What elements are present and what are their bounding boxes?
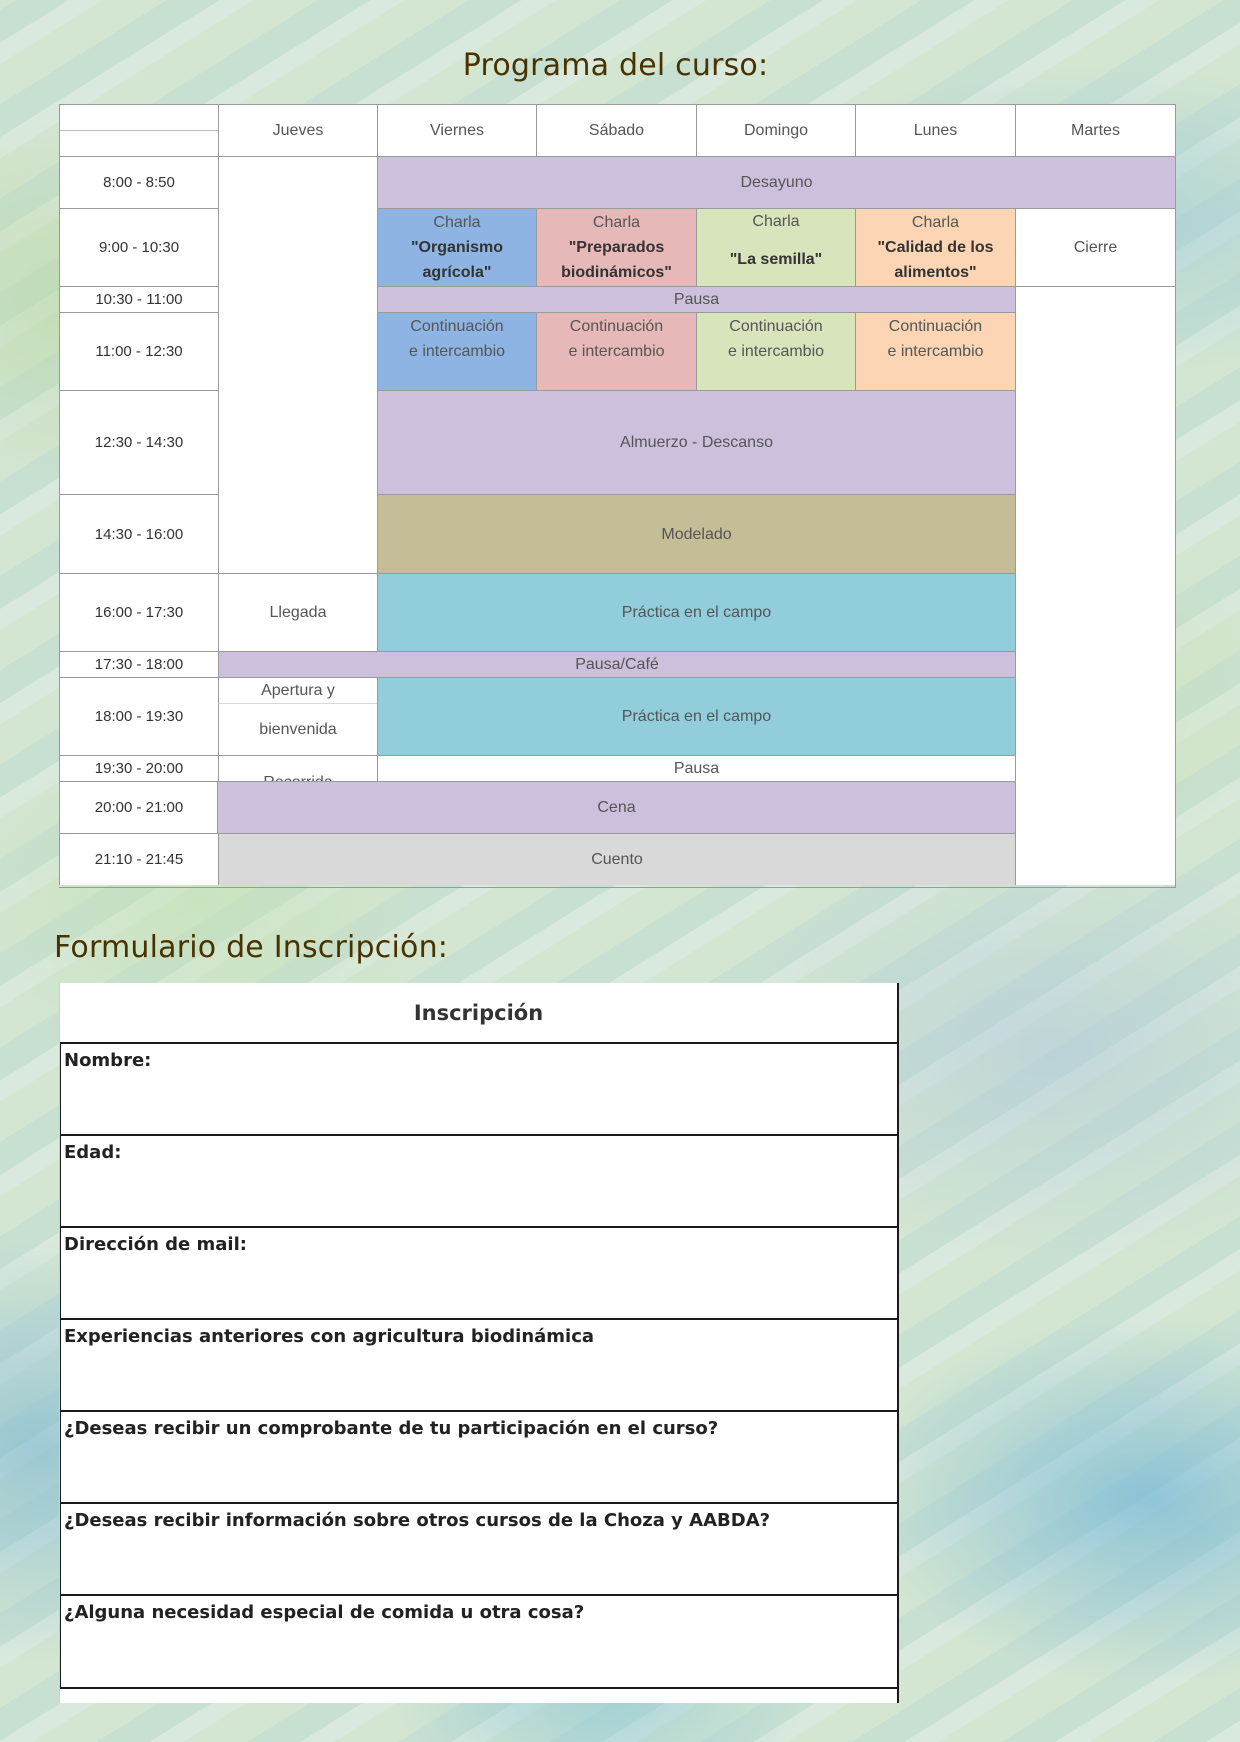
- talk-preparados-biodinamicos: [536, 208, 696, 286]
- time-slot: 9:00 - 10:30: [59, 208, 218, 286]
- field-label: ¿Deseas recibir un comprobante de tu participación en el curso?: [64, 1418, 719, 1439]
- day-header: Sábado: [536, 104, 696, 156]
- continuation-sublabel: e intercambio: [887, 343, 984, 360]
- time-slot: 12:30 - 14:30: [59, 390, 218, 494]
- cierre-cell: Cierre: [1015, 208, 1175, 286]
- talk-title: "Organismo agrícola": [410, 239, 504, 281]
- modelado-block: Modelado: [377, 494, 1015, 573]
- time-slot: 14:30 - 16:00: [59, 494, 218, 573]
- field-edad[interactable]: [60, 1136, 897, 1228]
- talk-la-semilla: [696, 208, 855, 286]
- continuation-sublabel: e intercambio: [727, 343, 825, 360]
- schedule-corner-cell: [59, 104, 218, 156]
- day-header: Viernes: [377, 104, 536, 156]
- bienvenida-cell: bienvenida: [218, 703, 377, 755]
- time-slot: 17:30 - 18:00: [59, 651, 218, 677]
- time-slot: 11:00 - 12:30: [59, 312, 218, 390]
- continuation-label: Continuación: [410, 318, 504, 335]
- martes-empty-cell: [1015, 286, 1175, 885]
- form-heading: Formulario de Inscripción:: [54, 930, 449, 965]
- field-informacion[interactable]: [60, 1504, 897, 1596]
- continuation-cell: [536, 312, 696, 390]
- llegada-cell: Llegada: [218, 573, 377, 651]
- continuation-label: Continuación: [729, 318, 823, 335]
- day-header: Martes: [1015, 104, 1175, 156]
- time-slot: 10:30 - 11:00: [59, 286, 218, 312]
- field-label: Experiencias anteriores con agricultura biodinámica: [64, 1326, 595, 1347]
- registration-form: [59, 983, 899, 1703]
- day-header: Domingo: [696, 104, 855, 156]
- talk-label: Charla: [433, 214, 481, 231]
- continuation-cell: [696, 312, 855, 390]
- continuation-label: Continuación: [569, 318, 664, 335]
- time-slot: 19:30 - 20:00: [59, 755, 218, 781]
- field-label: Dirección de mail:: [64, 1234, 247, 1255]
- cuento-block: Cuento: [218, 833, 1015, 885]
- time-slot: 8:00 - 8:50: [59, 156, 218, 208]
- talk-title: "La semilla": [729, 251, 823, 268]
- continuation-sublabel: e intercambio: [568, 343, 665, 360]
- field-label: ¿Alguna necesidad especial de comida u otra cosa?: [64, 1602, 585, 1623]
- program-title: Programa del curso:: [462, 48, 769, 83]
- field-necesidad-especial[interactable]: [60, 1596, 897, 1689]
- practica-block: Práctica en el campo: [377, 573, 1015, 651]
- field-label: ¿Deseas recibir información sobre otros cursos de la Choza y AABDA?: [64, 1510, 771, 1531]
- course-schedule-table: [59, 104, 1176, 888]
- continuation-sublabel: e intercambio: [408, 343, 506, 360]
- talk-label: Charla: [592, 214, 641, 231]
- almuerzo-block: Almuerzo - Descanso: [377, 390, 1015, 494]
- apertura-cell: Apertura y: [218, 677, 377, 703]
- practica-block: Práctica en el campo: [377, 677, 1015, 755]
- continuation-label: Continuación: [888, 318, 983, 335]
- talk-label: Charla: [752, 213, 800, 230]
- cena-block: Cena: [217, 781, 1015, 833]
- talk-calidad-alimentos: [855, 208, 1015, 286]
- field-experiencias[interactable]: [60, 1320, 897, 1412]
- field-nombre[interactable]: [60, 1044, 897, 1136]
- day-header: Lunes: [855, 104, 1015, 156]
- pausa-evening-block: Pausa: [377, 755, 1015, 781]
- time-slot: 16:00 - 17:30: [59, 573, 218, 651]
- desayuno-block: Desayuno: [377, 156, 1175, 208]
- continuation-cell: [377, 312, 536, 390]
- talk-title: "Preparados biodinámicos": [561, 239, 672, 281]
- talk-title: "Calidad de los alimentos": [877, 239, 994, 281]
- pausa-block: Pausa: [377, 286, 1015, 312]
- field-label: Edad:: [64, 1142, 122, 1163]
- field-email[interactable]: [60, 1228, 897, 1320]
- jueves-empty-cell: [218, 156, 377, 573]
- talk-organismo-agricola: [377, 208, 536, 286]
- time-slot: 18:00 - 19:30: [59, 677, 218, 755]
- pausa-cafe-block: Pausa/Café: [218, 651, 1015, 677]
- time-slot: 21:10 - 21:45: [59, 833, 218, 885]
- day-header: Jueves: [218, 104, 377, 156]
- field-label: Nombre:: [64, 1050, 152, 1071]
- continuation-cell: [855, 312, 1015, 390]
- time-slot: 20:00 - 21:00: [59, 781, 218, 833]
- field-comprobante[interactable]: [60, 1412, 897, 1504]
- talk-label: Charla: [911, 214, 960, 231]
- form-title: Inscripción: [60, 983, 897, 1044]
